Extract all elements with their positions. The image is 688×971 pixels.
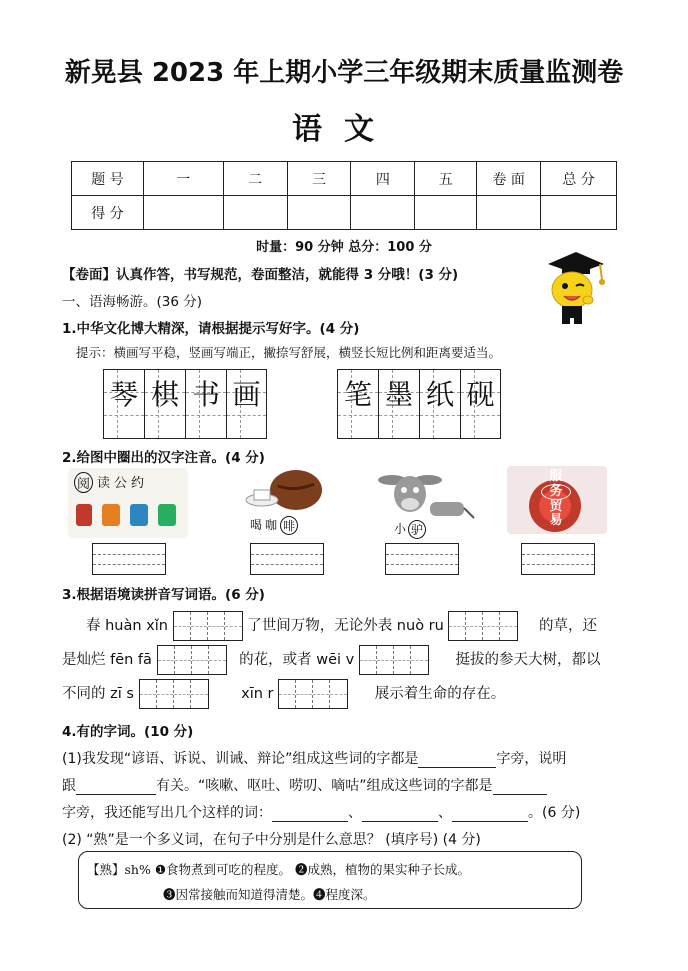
word-box[interactable] [278,679,348,709]
char-cell[interactable] [337,369,378,439]
pinyin-answer-box[interactable] [521,543,595,575]
char-cell[interactable] [185,369,226,439]
pic-char: 约 [131,476,145,491]
word-box[interactable] [157,645,227,675]
model-char: 笔 [343,378,372,411]
answer-blank[interactable] [493,777,547,795]
q4-text: 字旁，我还能写出几个这样的词： [62,805,272,821]
model-char: 画 [232,378,261,411]
model-char: 墨 [384,378,413,411]
model-char: 纸 [425,378,454,411]
q3-title: 3.根据语境读拼音写词语。(6 分) [62,587,265,603]
q3-text: xīn r [241,686,274,702]
donkey-image [370,466,480,538]
mascot-image [540,246,608,330]
q3-line-1 [86,611,597,641]
q3-text: 不同的 zī s [62,686,134,702]
pic-char: 易 [549,513,563,528]
score-header-cell: 总 分 [541,162,617,196]
score-header-cell: 五 [415,162,477,196]
model-char: 棋 [150,378,179,411]
pinyin-answer-box[interactable] [385,543,459,575]
word-box[interactable] [139,679,209,709]
q1-hint: 提示：横画写平稳，竖画写端正，撇捺写舒展，横竖长短比例和距离要适当。 [76,345,502,360]
pic-char: 咖 [265,518,278,532]
score-header-cell: 三 [287,162,351,196]
section1-heading: 一、语海畅游。(36 分) [62,294,203,310]
q3-text: 的花，或者 wēi v [239,652,355,668]
q4-title: 4.有的字词。(10 分) [62,724,194,740]
word-box[interactable] [359,645,429,675]
score-cell[interactable] [351,196,415,230]
q4-text: 有关。“咳嗽、呕吐、唠叨、嘀咕”组成这些词的字都是 [156,778,493,794]
answer-blank[interactable] [452,804,528,822]
q3-text: 的草，还 [539,618,598,634]
definition-line-1: 【熟】sh% ❶食物煮到可吃的程度。 ❷成熟，植物的果实种子长成。 [87,862,470,877]
score-cell[interactable] [143,196,223,230]
q3-text: 展示着生命的存在。 [374,686,506,702]
score-cell[interactable] [223,196,287,230]
char-cell[interactable] [378,369,419,439]
q4-p1-line2 [62,775,547,795]
subject-title: 语文 [292,112,396,147]
score-cell[interactable] [477,196,541,230]
pic-char: 公 [114,476,128,491]
circled-char: 阅 [74,472,93,493]
model-char: 砚 [466,378,495,411]
q3-text: 了世间万物，无论外表 nuò ru [247,618,444,634]
char-grid-group-2 [337,369,501,439]
score-cell[interactable] [287,196,351,230]
char-grid-group-1 [103,369,267,439]
q4-text: 跟 [62,778,76,794]
q3-text: 是灿烂 fēn fā [62,652,152,668]
score-header-cell: 一 [143,162,223,196]
answer-blank[interactable] [362,804,438,822]
char-cell[interactable] [144,369,185,439]
neatness-instruction: 【卷面】认真作答，书写规范，卷面整洁，就能得 3 分哦！(3 分) [62,267,459,283]
q4-p2: (2) “熟”是一个多义词，在句子中分别是什么意思？ (填序号) (4 分) [62,832,481,848]
q4-text: 、 [348,805,362,821]
coffee-image [238,466,338,536]
score-cell[interactable] [415,196,477,230]
q2-title: 2.给图中圈出的汉字注音。(4 分) [62,450,265,466]
answer-blank[interactable] [418,750,496,768]
score-header-cell: 题 号 [72,162,144,196]
q3-line-2 [62,645,600,675]
q1-title: 1.中华文化博大精深，请根据提示写好字。(4 分) [62,321,360,337]
pic-char: 读 [97,476,111,491]
reading-pact-image [68,468,188,538]
char-cell[interactable] [419,369,460,439]
q3-line-3 [62,679,505,709]
q3-text: 春 huàn xǐn [86,618,168,634]
definition-box [78,851,582,909]
model-char: 书 [191,378,220,411]
score-header-cell: 二 [223,162,287,196]
pic-char: 服 [549,469,563,484]
score-header-cell: 卷 面 [477,162,541,196]
q4-p1-line3 [62,802,580,822]
score-cell[interactable] [541,196,617,230]
score-header-cell: 四 [351,162,415,196]
score-row-label: 得 分 [72,196,144,230]
circled-char: 务 [541,484,571,500]
score-table-score-row [72,196,617,230]
q4-p1-line1 [62,748,566,768]
answer-blank[interactable] [76,777,156,795]
q4-text: 。(6 分) [528,805,581,821]
q4-text: 字旁，说明 [496,751,567,767]
pic-char: 贸 [549,499,563,514]
answer-blank[interactable] [272,804,348,822]
char-cell[interactable] [460,369,501,439]
q4-text: 、 [438,805,452,821]
q3-text: 挺拔的参天大树，都以 [455,652,601,668]
pic-char: 小 [394,522,407,536]
pinyin-answer-box[interactable] [92,543,166,575]
q4-text: (1)我发现“谚语、诉说、训诫、辩论”组成这些词的字都是 [62,751,419,767]
circled-char: 驴 [408,520,426,539]
circled-char: 啡 [280,516,298,535]
pinyin-answer-box[interactable] [250,543,324,575]
service-trade-image [507,466,607,534]
exam-title: 新晃县 2023 年上期小学三年级期末质量监测卷 [64,58,624,88]
definition-line-2: ❸因常接触而知道得清楚。❹程度深。 [163,887,376,902]
score-table-header-row [72,162,617,196]
score-table [71,161,617,230]
char-cell[interactable] [226,369,267,439]
word-box[interactable] [173,611,243,641]
pic-char: 喝 [250,518,263,532]
word-box[interactable] [448,611,518,641]
timing-info: 时量：90 分钟 总分：100 分 [256,240,432,255]
char-cell[interactable] [103,369,144,439]
model-char: 琴 [109,378,138,411]
